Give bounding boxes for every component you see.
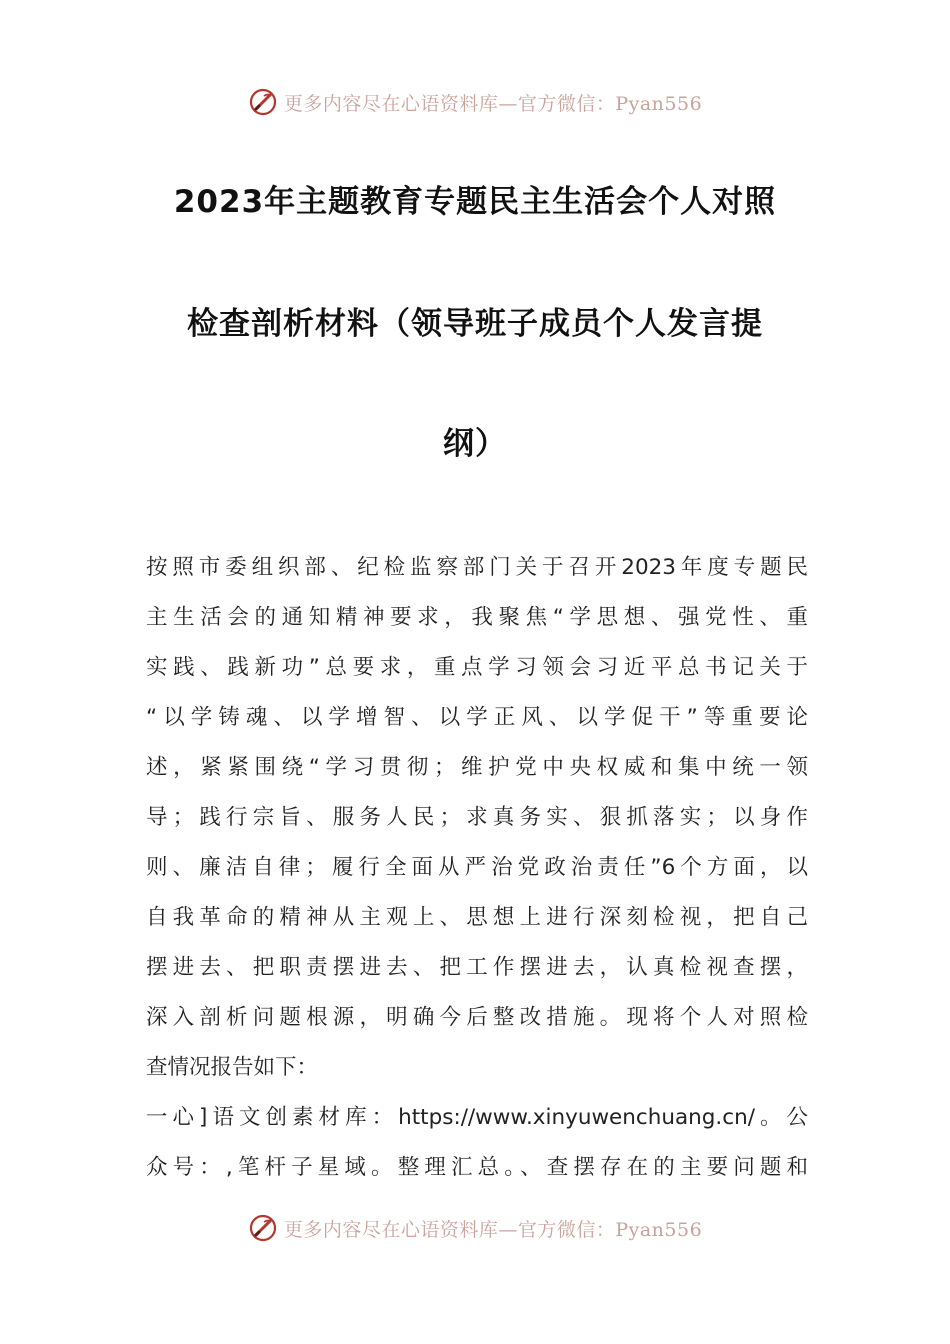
body-paragraph: [146, 543, 808, 1193]
body-line: 实践、践新功”总要求，重点学习领会习近平总书记关于: [146, 655, 808, 680]
body-line: 一心]语文创素材库：https://www.xinyuwenchuang.cn/。公: [146, 1105, 808, 1130]
pen-circle-logo-icon: [248, 87, 278, 117]
watermark-banner-top: [0, 82, 950, 122]
body-line: “以学铸魂、以学增智、以学正风、以学促干”等重要论: [146, 705, 808, 730]
pen-circle-logo-icon: [248, 1213, 278, 1243]
body-line: 按照市委组织部、纪检监察部门关于召开2023年度专题民: [146, 555, 808, 580]
body-line: 则、廉洁自律；履行全面从严治党政治责任”6个方面，以: [146, 855, 808, 880]
body-line: 导；践行宗旨、服务人民；求真务实、狠抓落实；以身作: [146, 805, 808, 830]
body-line: 深入剖析问题根源，明确今后整改措施。现将个人对照检: [146, 1005, 808, 1030]
body-line: 摆进去、把职责摆进去、把工作摆进去，认真检视查摆，: [146, 955, 808, 980]
body-line: 主生活会的通知精神要求，我聚焦“学思想、强党性、重: [146, 605, 808, 630]
watermark-text: 更多内容尽在心语资料库—官方微信：Pyan556: [283, 92, 703, 115]
body-line: 众号：,笔杆子星域。整理汇总。、查摆存在的主要问题和: [146, 1155, 808, 1180]
body-line: 查情况报告如下：: [146, 1055, 319, 1080]
watermark-banner-bottom: [0, 1208, 950, 1248]
body-line: 述，紧紧围绕“学习贯彻；维护党中央权威和集中统一领: [146, 755, 808, 780]
document-title-line-3: 纲）: [443, 426, 507, 462]
body-line: 自我革命的精神从主观上、思想上进行深刻检视，把自己: [146, 905, 808, 930]
document-title-line-2: 检查剖析材料（领导班子成员个人发言提: [187, 306, 763, 342]
watermark-text: 更多内容尽在心语资料库—官方微信：Pyan556: [283, 1218, 703, 1241]
document-title-line-1: 2023年主题教育专题民主生活会个人对照: [173, 184, 777, 220]
